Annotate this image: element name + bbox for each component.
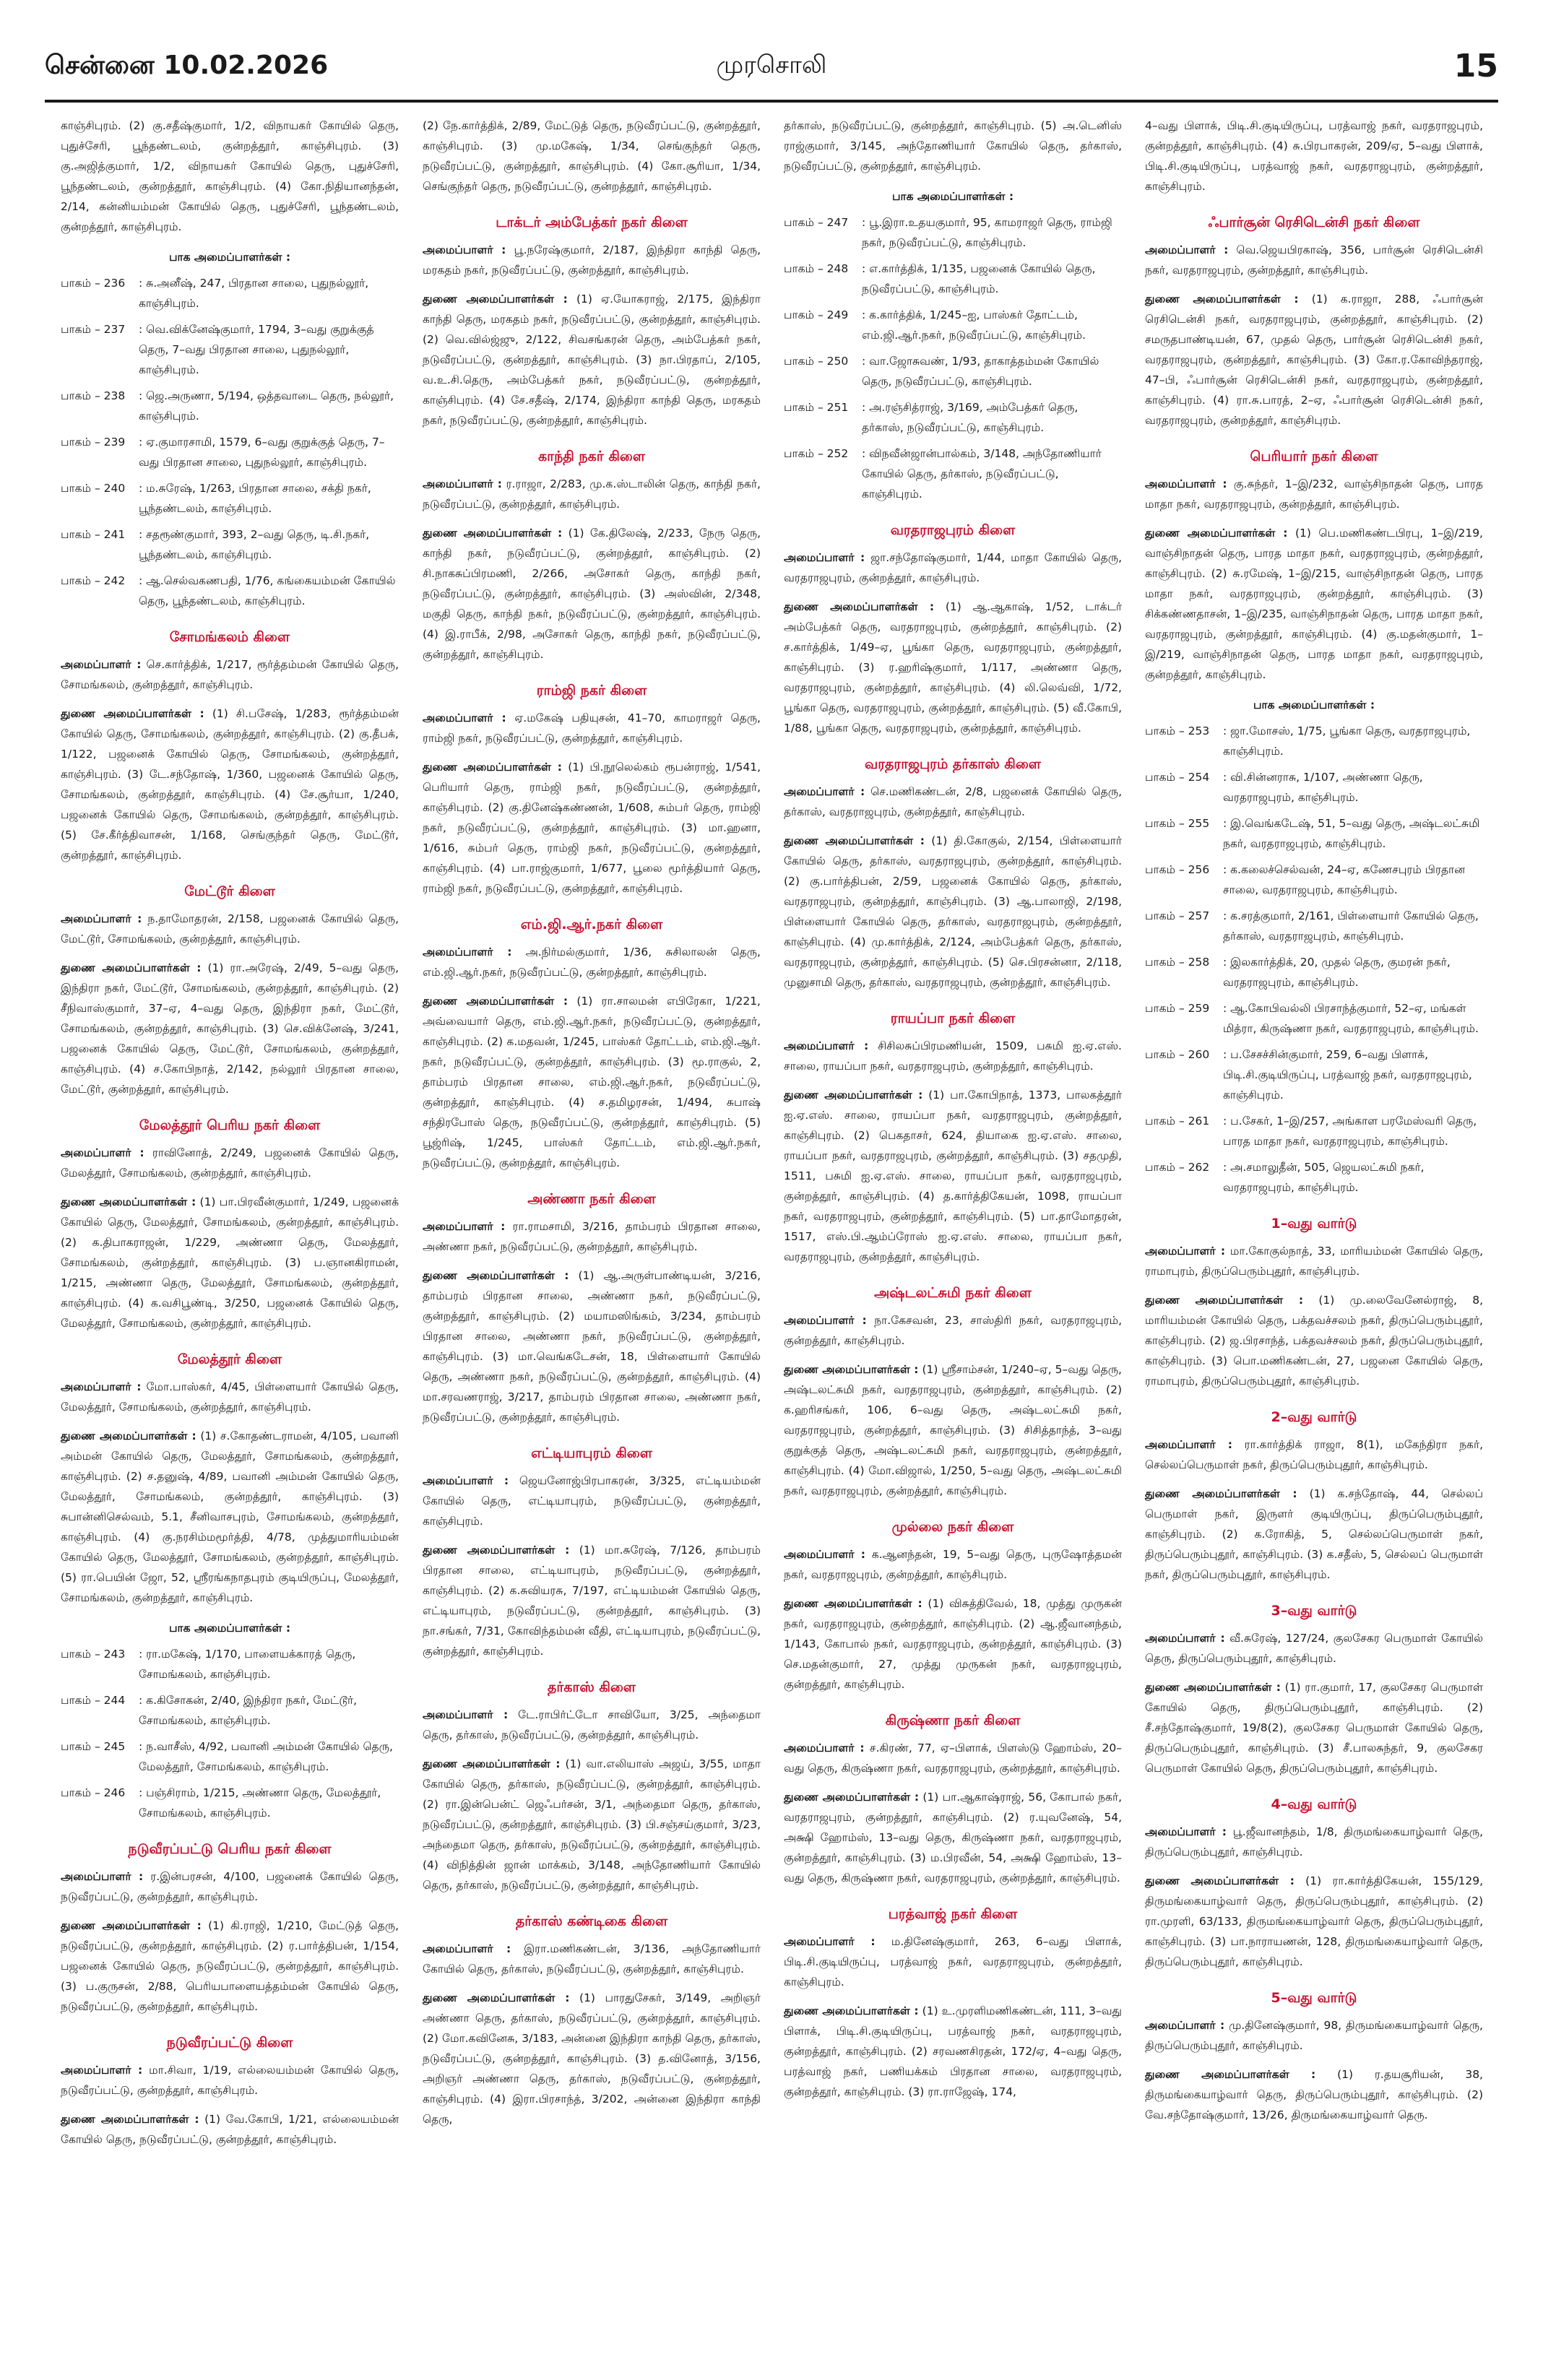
booth-number: பாகம் – 251: [784, 401, 849, 414]
role-label: துணை அமைப்பாளர்கள் :: [423, 995, 569, 1008]
role-label: துணை அமைப்பாளர்கள் :: [423, 293, 568, 306]
appointment-paragraph: [61, 1426, 399, 1608]
booth-organiser: : ப.சேசச்சின்குமார், 259, 6–வது பிளாக், பிடி.சி.குடியிருப்பு, பரத்வாஜ் நகர், வரதராஜபுரம், காஞ்சிபுரம்.: [1223, 1048, 1472, 1102]
polling-booth-entry: [1145, 767, 1483, 808]
appointment-paragraph: [423, 1939, 761, 1979]
appointment-text: (1) மா.சுரேஷ், 7/126, தாம்பரம் பிரதான சாலை, எட்டியாபுரம், நடுவீரப்பட்டு, குன்றத்தூர், காஞ்சிபுரம். (2) க.சுவியரசு, 7/197, எட்டியம்மன் கோயில் தெரு, எட்டியாபுரம், நடுவீரப்பட்டு, குன்றத்தூர், காஞ்சிபுரம். (3) நா.சங்கர், 7/31, கோவிந்தம்மன் வீதி, எட்டியாபுரம், நடுவீரப்பட்டு, குன்றத்தூர், காஞ்சிபுரம்.: [423, 1544, 761, 1658]
branch-heading: டாக்டர் அம்பேத்கர் நகர் கிளை: [496, 215, 688, 230]
branch-heading: ராம்ஜி நகர் கிளை: [536, 683, 647, 698]
branch-heading: 2–வது வார்டு: [1271, 1409, 1357, 1425]
appointment-text: (1) க.சந்தோஷ், 44, செல்லப் பெருமாள் நகர், இருளர் குடியிருப்பு, திருப்பெரும்புதூர், காஞ்சிபுரம். (2) க.ரோகித், 5, செல்லப்பெருமாள் நகர், திருப்பெரும்புதூர், காஞ்சிபுரம். (3) க.சதீஸ், 5, செல்லப் பெருமாள் நகர், திருப்பெரும்புதூர், காஞ்சிபுரம்.: [1145, 1487, 1483, 1581]
appointment-paragraph: [784, 1085, 1122, 1267]
section-subheading: பாக அமைப்பாளர்கள் :: [168, 1622, 291, 1635]
role-label: துணை அமைப்பாளர்கள் :: [61, 1195, 196, 1208]
appointment-text: டே.ராபிர்ட்டோ சாவியோ, 3/25, அந்தைமா தெரு, தர்காஸ், நடுவீரப்பட்டு, குன்றத்தூர், காஞ்சிபுரம்.: [423, 1708, 761, 1741]
appointment-text: ச.கிரண், 77, ஏ–பிளாக், பிளஸ்டு ஹோம்ஸ், 20–வது தெரு, கிருஷ்ணா நகர், வரதராஜபுரம், குன்றத்தூர், காஞ்சிபுரம்.: [784, 1741, 1122, 1775]
branch-heading: எம்.ஜி.ஆர்.நகர் கிளை: [520, 917, 663, 932]
appointment-paragraph: [61, 1916, 399, 2017]
branch-heading: அஷ்டலட்சுமி நகர் கிளை: [874, 1285, 1032, 1301]
appointment-text: செ.மணிகண்டன், 2/8, பஜனைக் கோயில் தெரு, தர்காஸ், வரதராஜபுரம், குன்றத்தூர், காஞ்சிபுரம்.: [784, 785, 1122, 818]
polling-booth-entry: [1145, 813, 1483, 854]
appointment-paragraph: [423, 1988, 761, 2129]
branch-heading: எட்டியாபுரம் கிளை: [531, 1445, 652, 1461]
booth-organiser: : ஏ.குமாரசாமி, 1579, 6–வது குறுக்குத் தெரு, 7–வது பிரதான சாலை, புதுநல்லூர், காஞ்சிபுரம்.: [139, 436, 385, 469]
appointment-text: (2) நே.கார்த்திக், 2/89, மேட்டுத் தெரு, நடுவீரப்பட்டு, குன்றத்தூர், காஞ்சிபுரம். (3) மு.மகேஷ், 1/34, செங்குந்தர் தெரு, நடுவீரப்பட்டு, குன்றத்தூர், காஞ்சிபுரம். (4) கோ.சூரியா, 1/34, செங்குந்தர் தெரு, நடுவீரப்பட்டு, குன்றத்தூர், காஞ்சிபுரம்.: [423, 119, 761, 193]
role-label: அமைப்பாளர் :: [423, 1708, 509, 1721]
booth-number: பாகம் – 256: [1145, 863, 1210, 876]
booth-organiser: : வி.சின்னராசு, 1/107, அண்ணா தெரு, வரதராஜபுரம், காஞ்சிபுரம்.: [1223, 771, 1423, 804]
branch-heading: வரதராஜபுரம் கிளை: [890, 522, 1016, 538]
booth-number: பாகம் – 239: [61, 436, 126, 449]
booth-number: பாகம் – 249: [784, 308, 849, 321]
page-header: [45, 48, 1498, 95]
appointment-paragraph: [61, 2109, 399, 2150]
booth-number: பாகம் – 262: [1145, 1161, 1210, 1174]
appointment-text: (1) மு.லைவேனேல்ராஜ், 8, மாரியம்மன் கோயில் தெரு, பக்தவச்சலம் நகர், திருப்பெரும்புதூர், காஞ்சிபுரம். (2) ஜ.பிரசாந்த், பக்தவச்சலம் நகர், திருப்பெரும்புதூர், காஞ்சிபுரம். (3) பொ.மணிகண்டன், 27, பஜனை கோயில் தெரு, ராமாபுரம், திருப்பெரும்புதூர், காஞ்சிபுரம்.: [1145, 1294, 1483, 1388]
role-label: துணை அமைப்பாளர்கள் :: [784, 1363, 919, 1376]
booth-organiser: : அ.ரஞ்சித்ராஜ், 3/169, அம்பேத்கர் தெரு, தர்காஸ், நடுவீரப்பட்டு, காஞ்சிபுரம்.: [862, 401, 1079, 434]
booth-number: பாகம் – 246: [61, 1786, 126, 1799]
appointment-paragraph: [61, 1192, 399, 1333]
branch-heading: சோமங்கலம் கிளை: [169, 629, 290, 645]
appointment-text: 4–வது பிளாக், பிடி.சி.குடியிருப்பு, பரத்வாஜ் நகர், வரதராஜபுரம், குன்றத்தூர், காஞ்சிபுரம். (4) சு.பிரபாகரன், 209/ஏ, 5–வது பிளாக், பிடி.சி.குடியிருப்பு, பரத்வாஜ் நகர், வரதராஜபுரம், குன்றத்தூர், காஞ்சிபுரம்.: [1145, 119, 1483, 193]
appointment-paragraph: [423, 289, 761, 430]
column-3: [784, 116, 1122, 2111]
role-label: அமைப்பாளர் :: [61, 2064, 143, 2077]
appointment-paragraph: [423, 116, 761, 196]
booth-organiser: : ந.வாசீஸ், 4/92, பவானி அம்மன் கோயில் தெரு, மேலத்தூர், சோமங்கலம், காஞ்சிபுரம்.: [139, 1740, 393, 1773]
appointment-paragraph: [1145, 1290, 1483, 1391]
appointment-paragraph: [423, 991, 761, 1173]
role-label: துணை அமைப்பாளர்கள் :: [1145, 1681, 1281, 1694]
appointment-text: சிசிலசுப்பிரமணியன், 1509, பசுமி ஐ.ஏ.எஸ். சாலை, ராயப்பா நகர், வரதராஜபுரம், குன்றத்தூர், காஞ்சிபுரம்.: [784, 1039, 1122, 1073]
role-label: துணை அமைப்பாளர்கள் :: [61, 707, 204, 720]
appointment-paragraph: [784, 1787, 1122, 1888]
appointment-paragraph: [61, 654, 399, 695]
appointment-paragraph: [784, 548, 1122, 588]
role-label: அமைப்பாளர் :: [423, 1220, 506, 1233]
appointment-text: வீ.சுரேஷ், 127/24, குலசேகர பெருமாள் கோயில் தெரு, திருப்பெரும்புதூர், காஞ்சிபுரம்.: [1145, 1632, 1483, 1665]
appointment-paragraph: [1145, 1484, 1483, 1585]
header-rule: [45, 100, 1498, 103]
appointment-text: (1) வே.கோபி, 1/21, எல்லையம்மன் கோயில் தெரு, நடுவீரப்பட்டு, குன்றத்தூர், காஞ்சிபுரம்.: [61, 2113, 399, 2146]
appointment-paragraph: [423, 1471, 761, 1531]
newspaper-name: முரசொலி: [716, 51, 827, 79]
role-label: துணை அமைப்பாளர்கள் :: [61, 1429, 196, 1442]
appointment-paragraph: [1145, 240, 1483, 280]
appointment-text: (1) ஆ.அருள்பாண்டியன், 3/216, தாம்பரம் பிரதான சாலை, அண்ணா நகர், நடுவீரப்பட்டு, குன்றத்தூர், காஞ்சிபுரம். (2) மயாமஸிங்கம், 3/234, தாம்பரம் பிரதான சாலை, அண்ணா நகர், நடுவீரப்பட்டு, குன்றத்தூர், காஞ்சிபுரம். (3) மா.வெங்கடேசன், 18, பிள்ளையார் கோயில் தெரு, அண்ணா நகர், நடுவீரப்பட்டு, குன்றத்தூர், காஞ்சிபுரம். (4) மா.சரவணராஜ், 3/217, தாம்பரம் பிரதான சாலை, அண்ணா நகர், நடுவீரப்பட்டு, குன்றத்தூர், காஞ்சிபுரம்.: [423, 1269, 761, 1424]
role-label: துணை அமைப்பாளர்கள் :: [423, 527, 563, 540]
role-label: அமைப்பாளர் :: [1145, 1632, 1225, 1645]
polling-booth-entry: [1145, 721, 1483, 761]
appointment-paragraph: [784, 1738, 1122, 1778]
page-number: 15: [1453, 48, 1498, 85]
appointment-paragraph: [1145, 1435, 1483, 1475]
appointment-text: மா.சிவா, 1/19, எல்லையம்மன் கோயில் தெரு, நடுவீரப்பட்டு, குன்றத்தூர், காஞ்சிபுரம்.: [61, 2064, 399, 2097]
booth-organiser: : க.கார்த்திக், 1/245–ஐ, பாஸ்கர் தோட்டம், எம்.ஜி.ஆர்.நகர், நடுவீரப்பட்டு, காஞ்சிபுரம்.: [862, 308, 1086, 342]
booth-number: பாகம் – 241: [61, 528, 126, 541]
polling-booth-entry: [784, 351, 1122, 391]
polling-booth-entry: [61, 478, 399, 519]
appointment-paragraph: [1145, 1822, 1483, 1862]
booth-organiser: : க.கிசோகன், 2/40, இந்திரா நகர், மேட்டூர், சோமங்கலம், காஞ்சிபுரம்.: [139, 1694, 358, 1727]
role-label: அமைப்பாளர் :: [423, 243, 506, 256]
branch-heading: 4–வது வார்டு: [1271, 1796, 1357, 1812]
appointment-text: மு.தினேஷ்குமார், 98, திருமங்கையாழ்வார் தெரு, திருப்பெரும்புதூர், காஞ்சிபுரம்.: [1145, 2019, 1483, 2052]
appointment-text: நா.கேசவன், 23, சாஸ்திரி நகர், வரதராஜபுரம், குன்றத்தூர், காஞ்சிபுரம்.: [784, 1314, 1122, 1347]
polling-booth-entry: [61, 1644, 399, 1684]
role-label: துணை அமைப்பாளர்கள் :: [423, 1757, 561, 1770]
branch-heading: பெரியார் நகர் கிளை: [1250, 449, 1378, 464]
appointment-paragraph: [423, 942, 761, 982]
role-label: துணை அமைப்பாளர்கள் :: [423, 761, 562, 774]
branch-heading: ராயப்பா நகர் கிளை: [890, 1011, 1016, 1026]
booth-number: பாகம் – 242: [61, 574, 126, 587]
booth-organiser: : அ.சமாலுதீன், 505, ஜெயலட்சுமி நகர், வரதராஜபுரம், காஞ்சிபுரம்.: [1223, 1161, 1425, 1194]
appointment-text: க.ஆனந்தன், 19, 5–வது தெரு, புருஷோத்தமன் நகர், வரதராஜபுரம், குன்றத்தூர், காஞ்சிபுரம்.: [784, 1548, 1122, 1581]
booth-number: பாகம் – 248: [784, 262, 849, 275]
appointment-text: (1) ரா.அரேஷ், 2/49, 5–வது தெரு, இந்திரா நகர், மேட்டூர், சோமங்கலம், குன்றத்தூர், காஞ்சிபுரம். (2) சீநிவாஸ்குமார், 37–ஏ, 4–வது தெரு, இந்திரா நகர், மேட்டூர், சோமங்கலம், குன்றத்தூர், காஞ்சிபுரம். (3) செ.விக்னேஷ், 3/241, பஜனைக் கோயில் தெரு, மேட்டூர், சோமங்கலம், குன்றத்தூர், காஞ்சிபுரம். (4) ச.கோபிநாத், 2/142, நல்லூர் பிரதான சாலை, மேட்டூர், குன்றத்தூர், காஞ்சிபுரம்.: [61, 961, 399, 1096]
booth-number: பாகம் – 240: [61, 482, 126, 495]
branch-heading: முல்லை நகர் கிளை: [891, 1519, 1014, 1535]
role-label: அமைப்பாளர் :: [1145, 477, 1227, 490]
appointment-text: பூ.ஜீவானந்தம், 1/8, திருமங்கையாழ்வார் தெரு, திருப்பெரும்புதூர், காஞ்சிபுரம்.: [1145, 1825, 1483, 1858]
role-label: அமைப்பாளர் :: [423, 1474, 509, 1487]
role-label: அமைப்பாளர் :: [784, 1039, 869, 1052]
role-label: அமைப்பாளர் :: [1145, 2019, 1225, 2032]
booth-number: பாகம் – 253: [1145, 724, 1210, 737]
appointment-paragraph: [1145, 1871, 1483, 1972]
appointment-paragraph: [784, 1593, 1122, 1695]
role-label: அமைப்பாளர் :: [61, 1146, 144, 1159]
polling-booth-entry: [784, 259, 1122, 299]
appointment-paragraph: [784, 1359, 1122, 1501]
appointment-text: ர.ராஜா, 2/283, மு.க.ஸ்டாலின் தெரு, காந்தி நகர், நடுவீரப்பட்டு, குன்றத்தூர், காஞ்சிபுரம்.: [423, 477, 761, 511]
role-label: துணை அமைப்பாளர்கள் :: [1145, 1874, 1295, 1887]
appointment-paragraph: [423, 1540, 761, 1661]
polling-booth-entry: [61, 1690, 399, 1731]
appointment-text: (1) ரா.சாலமன் எபிரேகா, 1/221, அவ்வையார் தெரு, எம்.ஜி.ஆர்.நகர், நடுவீரப்பட்டு, குன்றத்தூர், காஞ்சிபுரம். (2) க.மதவன், 1/245, பாஸ்கர் தோட்டம், எம்.ஜி.ஆர். நகர், நடுவீரப்பட்டு, குன்றத்தூர், காஞ்சிபுரம். (3) மூ.ராகுல், 2, தாம்பரம் பிரதான சாலை, எம்.ஜி.ஆர்.நகர், நடுவீரப்பட்டு, குன்றத்தூர், காஞ்சிபுரம். (4) ச.தமிழரசன், 1/494, சுபாஷ் சந்திரபோஸ் தெரு, நடுவீரப்பட்டு, குன்றத்தூர், காஞ்சிபுரம். (5) பூஜ்ரிஷ், 1/245, பாஸ்கர் தோட்டம், எம்.ஜி.ஆர்.நகர், நடுவீரப்பட்டு, குன்றத்தூர், காஞ்சிபுரம்.: [423, 995, 761, 1169]
appointment-paragraph: [1145, 1628, 1483, 1669]
role-label: அமைப்பாளர் :: [784, 1741, 865, 1754]
role-label: அமைப்பாளர் :: [61, 1870, 144, 1883]
booth-organiser: : ரா.மகேஷ், 1/170, பாளையக்காரத் தெரு, சோமங்கலம், காஞ்சிபுரம்.: [139, 1648, 356, 1681]
appointment-paragraph: [61, 909, 399, 949]
polling-booth-entry: [1145, 1111, 1483, 1151]
role-label: துணை அமைப்பாளர்கள் :: [784, 600, 935, 613]
booth-number: பாகம் – 247: [784, 216, 849, 229]
branch-heading: மேட்டூர் கிளை: [184, 883, 275, 899]
branch-heading: காந்தி நகர் கிளை: [537, 449, 646, 464]
branch-heading: நடுவீரப்பட்டு பெரிய நகர் கிளை: [128, 1841, 332, 1857]
appointment-text: (1) பி.நூலெல்கம் ரூபன்ராஜ், 1/541, பெரியார் தெரு, ராம்ஜி நகர், நடுவீரப்பட்டு, குன்றத்தூர், காஞ்சிபுரம். (2) கு.தினேஷ்கண்ணன், 1/608, சும்பர் தெரு, ராம்ஜி நகர், நடுவீரப்பட்டு, குன்றத்தூர், காஞ்சிபுரம். (3) மா.ஹனா, 1/616, சும்பர் தெரு, ராம்ஜி நகர், நடுவீரப்பட்டு, குன்றத்தூர், காஞ்சிபுரம். (4) பா.ராஜ்குமார், 1/677, பூலை மூர்த்தியார் தெரு, ராம்ஜி நகர், நடுவீரப்பட்டு, குன்றத்தூர், காஞ்சிபுரம்.: [423, 761, 761, 895]
appointment-text: கு.சுந்தர், 1–இ/232, வாஞ்சிநாதன் தெரு, பாரத மாதா நகர், வரதராஜபுரம், குன்றத்தூர், காஞ்சிபுரம்.: [1145, 477, 1483, 511]
appointment-paragraph: [784, 831, 1122, 992]
appointment-paragraph: [61, 2060, 399, 2100]
appointment-text: தர்காஸ், நடுவீரப்பட்டு, குன்றத்தூர், காஞ்சிபுரம். (5) அ.டெனிஸ் ராஜ்குமார், 3/145, அந்தோணியார் கோயில் தெரு, தர்காஸ், நடுவீரப்பட்டு, குன்றத்தூர், காஞ்சிபுரம்.: [784, 119, 1122, 173]
booth-number: பாகம் – 257: [1145, 909, 1210, 922]
polling-booth-entry: [61, 571, 399, 611]
appointment-paragraph: [1145, 116, 1483, 196]
role-label: துணை அமைப்பாளர்கள் :: [423, 1269, 569, 1282]
booth-organiser: : சதரூண்குமார், 393, 2–வது தெரு, டி.சி.நகர், பூந்தண்டலம், காஞ்சிபுரம்.: [139, 528, 370, 561]
role-label: துணை அமைப்பாளர்கள் :: [423, 1544, 570, 1557]
appointment-text: மோ.பாஸ்கர், 4/45, பிள்ளையார் கோயில் தெரு, மேலத்தூர், சோமங்கலம், குன்றத்தூர், காஞ்சிபுரம்.: [61, 1380, 399, 1414]
booth-number: பாகம் – 258: [1145, 956, 1210, 969]
role-label: துணை அமைப்பாளர்கள் :: [423, 1991, 570, 2004]
booth-organiser: : எ.கார்த்திக், 1/135, பஜனைக் கோயில் தெரு, நடுவீரப்பட்டு, காஞ்சிபுரம்.: [862, 262, 1096, 295]
branch-heading: வரதராஜபுரம் தர்காஸ் கிளை: [865, 756, 1041, 772]
polling-booth-entry: [1145, 906, 1483, 946]
section-subheading: பாக அமைப்பாளர்கள் :: [891, 190, 1014, 203]
role-label: துணை அமைப்பாளர்கள் :: [784, 1597, 922, 1610]
role-label: துணை அமைப்பாளர்கள் :: [61, 961, 202, 974]
appointment-paragraph: [784, 2001, 1122, 2102]
role-label: அமைப்பாளர் :: [423, 945, 512, 959]
booth-number: பாகம் – 252: [784, 447, 849, 460]
appointment-text: ராவினோத், 2/249, பஜனைக் கோயில் தெரு, மேலத்தூர், சோமங்கலம், குன்றத்தூர், காஞ்சிபுரம்.: [61, 1146, 399, 1180]
appointment-text: (1) பாரதுசேகர், 3/149, அறிஞர் அண்ணா தெரு, தர்காஸ், நடுவீரப்பட்டு, குன்றத்தூர், காஞ்சிபுரம். (2) மோ.கவினேசு, 3/183, அன்னை இந்திரா காந்தி தெரு, தர்காஸ், நடுவீரப்பட்டு, குன்றத்தூர், காஞ்சிபுரம். (3) த.வினோத், 3/156, அறிஞர் அண்ணா தெரு, தர்காஸ், நடுவீரப்பட்டு, குன்றத்தூர், காஞ்சிபுரம். (4) இரா.பிரசாந்த், 3/202, அன்னை இந்திரா காந்தி தெரு,: [423, 1991, 761, 2126]
polling-booth-entry: [1145, 1044, 1483, 1105]
role-label: துணை அமைப்பாளர்கள் :: [61, 1919, 202, 1932]
branch-heading: நடுவீரப்பட்டு கிளை: [166, 2035, 293, 2051]
role-label: அமைப்பாளர் :: [784, 1935, 876, 1948]
polling-booth-entry: [1145, 1157, 1483, 1198]
appointment-text: (1) சி.பசேஷ், 1/283, ரூர்த்தம்மன் கோயில் தெரு, சோமங்கலம், குன்றத்தூர், காஞ்சிபுரம். (2) கு.தீபக், 1/122, பஜனைக் கோயில் தெரு, சோமங்கலம், குன்றத்தூர், காஞ்சிபுரம். (3) டே.சந்தோஷ், 1/360, பஜனைக் கோயில் தெரு, சோமங்கலம், குன்றத்தூர், காஞ்சிபுரம். (4) சே.சூர்யா, 1/240, பஜனைக் கோயில் தெரு, சோமங்கலம், குன்றத்தூர், காஞ்சிபுரம். (5) சே.கீர்த்திவாசன், 1/168, செங்குந்தர் தெரு, மேட்டூர், குன்றத்தூர், காஞ்சிபுரம்.: [61, 707, 399, 862]
branch-heading: ஃபார்சூன் ரெசிடென்சி நகர் கிளை: [1208, 215, 1420, 230]
appointment-text: ம.தினேஷ்குமார், 263, 6–வது பிளாக், பிடி.சி.குடியிருப்பு, பரத்வாஜ் நகர், வரதராஜபுரம், குன்றத்தூர், காஞ்சிபுரம்.: [784, 1935, 1122, 1989]
branch-heading: 5–வது வார்டு: [1271, 1990, 1357, 2006]
appointment-text: பூ.நரேஷ்குமார், 2/187, இந்திரா காந்தி தெரு, மரகதம் நகர், நடுவீரப்பட்டு, குன்றத்தூர், காஞ்சிபுரம்.: [423, 243, 761, 277]
appointment-paragraph: [1145, 1677, 1483, 1778]
booth-organiser: : ஜெ.அருணா, 5/194, ஒத்தவாடை தெரு, நல்லூர், காஞ்சிபுரம்.: [139, 389, 394, 423]
booth-organiser: : ஆ.செல்வகணபதி, 1/76, கங்கையம்மன் கோயில் தெரு, பூந்தண்டலம், காஞ்சிபுரம்.: [139, 574, 396, 607]
appointment-text: ந.தாமோதரன், 2/158, பஜனைக் கோயில் தெரு, மேட்டூர், சோமங்கலம், குன்றத்தூர், காஞ்சிபுரம்.: [61, 912, 399, 945]
dateline: சென்னை 10.02.2026: [45, 51, 329, 80]
appointment-text: (1) ஆ.ஆகாஷ், 1/52, டாக்டர் அம்பேத்கர் தெரு, வரதராஜபுரம், குன்றத்தூர், காஞ்சிபுரம். (2) ச.கார்த்திக், 1/49–ஏ, பூங்கா தெரு, வரதராஜபுரம், குன்றத்தூர், காஞ்சிபுரம். (3) ர.ஹரிஷ்குமார், 1/117, அண்ணா தெரு, வரதராஜபுரம், குன்றத்தூர், காஞ்சிபுரம். (4) லி.லெவ்வி, 1/72, பூங்கா தெரு, வரதராஜபுரம், குன்றத்தூர், காஞ்சிபுரம். (5) வீ.கோபி, 1/88, பூங்கா தெரு, வரதராஜபுரம், குன்றத்தூர், காஞ்சிபுரம்.: [784, 600, 1123, 735]
appointment-paragraph: [423, 1754, 761, 1895]
appointment-text: (1) ரா.குமார், 17, குலசேகர பெருமாள் கோயில் தெரு, திருப்பெரும்புதூர், காஞ்சிபுரம். (2) சீ.சந்தோஷ்குமார், 19/8(2), குலசேகர பெருமாள் கோயில் தெரு, திருப்பெரும்புதூர், காஞ்சிபுரம். (3) சீ.பாலசுந்தர், 9, குலசேகர பெருமாள் கோயில் தெரு, திருப்பெரும்புதூர், காஞ்சிபுரம்.: [1145, 1681, 1483, 1775]
booth-number: பாகம் – 250: [784, 355, 849, 368]
appointment-text: (1) கி.ராஜி, 1/210, மேட்டுத் தெரு, நடுவீரப்பட்டு, குன்றத்தூர், காஞ்சிபுரம். (2) ர.பார்த்திபன், 1/154, பஜனைக் கோயில் தெரு, நடுவீரப்பட்டு, குன்றத்தூர், காஞ்சிபுரம். (3) ப.குருசன், 2/88, பெரியபாளையத்தம்மன் கோயில் தெரு, நடுவீரப்பட்டு, குன்றத்தூர், காஞ்சிபுரம்.: [61, 1919, 399, 2013]
role-label: துணை அமைப்பாளர்கள் :: [1145, 1294, 1304, 1307]
appointment-paragraph: [61, 1377, 399, 1417]
appointment-text: வெ.ஜெயபிரகாஷ், 356, பார்சூன் ரெசிடென்சி நகர், வரதராஜபுரம், குன்றத்தூர், காஞ்சிபுரம்.: [1145, 243, 1483, 277]
polling-booth-entry: [61, 1783, 399, 1823]
role-label: துணை அமைப்பாளர்கள் :: [1145, 2068, 1316, 2081]
appointment-text: செ.கார்த்திக், 1/217, ரூர்த்தம்மன் கோயில் தெரு, சோமங்கலம், குன்றத்தூர், காஞ்சிபுரம்.: [61, 658, 399, 691]
polling-booth-entry: [61, 1736, 399, 1777]
appointment-paragraph: [423, 240, 761, 280]
appointment-text: ரா.கார்த்திக் ராஜா, 8(1), மகேந்திரா நகர், செல்லப்பெருமாள் நகர், திருப்பெரும்புதூர், காஞ்சிபுரம்.: [1145, 1438, 1483, 1471]
appointment-paragraph: [61, 958, 399, 1099]
appointment-paragraph: [61, 116, 399, 237]
branch-heading: 3–வது வார்டு: [1271, 1603, 1357, 1619]
column-4: [1145, 116, 1483, 2134]
appointment-text: அ.நிர்மல்குமார், 1/36, சுசிலாலன் தெரு, எம்.ஜி.ஆர்.நகர், நடுவீரப்பட்டு, குன்றத்தூர், காஞ்சிபுரம்.: [423, 945, 761, 979]
appointment-paragraph: [1145, 2015, 1483, 2056]
appointment-paragraph: [423, 1705, 761, 1745]
appointment-paragraph: [61, 1866, 399, 1907]
appointment-paragraph: [423, 523, 761, 665]
branch-heading: மேலத்தூர் கிளை: [177, 1351, 282, 1367]
appointment-text: ஜெயனோஜ்பிரபாகரன், 3/325, எட்டியம்மன் கோயில் தெரு, எட்டியாபுரம், நடுவீரப்பட்டு, குன்றத்தூர், காஞ்சிபுரம்.: [423, 1474, 761, 1528]
branch-heading: அண்ணா நகர் கிளை: [527, 1191, 656, 1207]
appointment-paragraph: [423, 1216, 761, 1257]
appointment-paragraph: [1145, 289, 1483, 430]
appointment-text: (1) வா.எலியாஸ் அஜய், 3/55, மாதா கோயில் தெரு, தர்காஸ், நடுவீரப்பட்டு, குன்றத்தூர், காஞ்சிபுரம். (2) ரா.இன்பென்ட் ஜெஃபர்சன், 3/1, அந்தைமா தெரு, தர்காஸ், நடுவீரப்பட்டு, குன்றத்தூர், காஞ்சிபுரம். (3) பி.சஞ்சய்குமார், 3/23, அந்தைமா தெரு, தர்காஸ், நடுவீரப்பட்டு, குன்றத்தூர், காஞ்சிபுரம். (4) விநித்தின் ஜான் மாக்கம், 3/148, அந்தோணியார் கோயில் தெரு, தர்காஸ், நடுவீரப்பட்டு, குன்றத்தூர், காஞ்சிபுரம்.: [423, 1757, 761, 1892]
role-label: அமைப்பாளர் :: [1145, 243, 1229, 256]
appointment-paragraph: [423, 757, 761, 899]
role-label: துணை அமைப்பாளர்கள் :: [784, 2004, 919, 2017]
booth-organiser: : க.சரத்குமார், 2/161, பிள்ளையார் கோயில் தெரு, தர்காஸ், வரதராஜபுரம், காஞ்சிபுரம்.: [1223, 909, 1479, 943]
section-subheading: பாக அமைப்பாளர்கள் :: [168, 251, 291, 264]
appointment-text: (1) ஏ.யோகராஜ், 2/175, இந்திரா காந்தி தெரு, மரகதம் நகர், நடுவீரப்பட்டு, குன்றத்தூர், காஞ்சிபுரம். (2) வெ.வில்ஜ்ஜு, 2/122, சிவசங்கரன் தெரு, அம்பேத்கர் நகர், நடுவீரப்பட்டு, குன்றத்தூர், காஞ்சிபுரம். (3) நா.பிரதாப், 2/105, வ.உ.சி.தெரு, அம்பேத்கர் நகர், நடுவீரப்பட்டு, குன்றத்தூர், காஞ்சிபுரம். (4) சே.சதீஷ், 2/174, இந்திரா காந்தி தெரு, மரகதம் நகர், நடுவீரப்பட்டு, குன்றத்தூர், காஞ்சிபுரம்.: [423, 293, 761, 427]
booth-organiser: : ஆ.கோபிவல்லி பிரசாந்த்குமார், 52–ஏ, மங்கள் மித்ரா, கிருஷ்ணா நகர், வரதராஜபுரம், காஞ்சிபுரம்.: [1223, 1002, 1479, 1035]
appointment-text: ஜா.சந்தோஷ்குமார், 1/44, மாதா கோயில் தெரு, வரதராஜபுரம், குன்றத்தூர், காஞ்சிபுரம்.: [784, 551, 1122, 584]
appointment-paragraph: [784, 1310, 1122, 1351]
booth-number: பாகம் – 238: [61, 389, 126, 402]
branch-heading: கிருஷ்ணா நகர் கிளை: [885, 1713, 1021, 1728]
appointment-paragraph: [1145, 2064, 1483, 2125]
booth-number: பாகம் – 261: [1145, 1115, 1210, 1128]
polling-booth-entry: [61, 524, 399, 565]
booth-number: பாகம் – 236: [61, 277, 126, 290]
appointment-text: மா.கோகுல்நாத், 33, மாரியம்மன் கோயில் தெரு, ராமாபுரம், திருப்பெரும்புதூர், காஞ்சிபுரம்.: [1145, 1245, 1483, 1278]
appointment-text: (1) கே.திலேஷ், 2/233, நேரு தெரு, காந்தி நகர், நடுவீரப்பட்டு, குன்றத்தூர், காஞ்சிபுரம். (2) சி.நாகசுப்பிரமணி, 2/266, அசோகர் தெரு, காந்தி நகர், நடுவீரப்பட்டு, குன்றத்தூர், காஞ்சிபுரம். (3) அஸ்வின், 2/348, மகுதி தெரு, காந்தி நகர், நடுவீரப்பட்டு, குன்றத்தூர், காஞ்சிபுரம். (4) இ.ராபீக், 2/98, அசோகர் தெரு, காந்தி நகர், நடுவீரப்பட்டு, குன்றத்தூர், காஞ்சிபுரம்.: [423, 527, 761, 661]
appointment-text: காஞ்சிபுரம். (2) கு.சதீஷ்குமார், 1/2, விநாயகர் கோயில் தெரு, புதுச்சேரி, பூந்தண்டலம், குன்றத்தூர், காஞ்சிபுரம். (3) கு.அஜித்குமார், 1/2, விநாயகர் கோயில் தெரு, புதுச்சேரி, பூந்தண்டலம், குன்றத்தூர், காஞ்சிபுரம். (4) கோ.நிதியானந்தன், 2/14, கன்னியம்மன் கோயில் தெரு, புதுச்சேரி, பூந்தண்டலம், குன்றத்தூர், காஞ்சிபுரம்.: [61, 119, 399, 233]
booth-organiser: : சு.அனீஷ், 247, பிரதான சாலை, புதுநல்லூர், காஞ்சிபுரம்.: [139, 277, 369, 310]
column-2: [423, 116, 761, 2138]
polling-booth-entry: [1145, 952, 1483, 992]
booth-organiser: : பஞ்சிராம், 1/215, அண்ணா தெரு, மேலத்தூர், சோமங்கலம், காஞ்சிபுரம்.: [139, 1786, 381, 1819]
appointment-text: (1) பா.பிரவீன்குமார், 1/249, பஜனைக் கோயில் தெரு, மேலத்தூர், சோமங்கலம், குன்றத்தூர், காஞ்சிபுரம். (2) க.திபாகராஜன், 1/229, அண்ணா தெரு, மேலத்தூர், சோமங்கலம், குன்றத்தூர், காஞ்சிபுரம். (3) ப.ஞானகிராமன், 1/215, அண்ணா தெரு, மேலத்தூர், சோமங்கலம், குன்றத்தூர், காஞ்சிபுரம். (4) க.வசிபூண்டி, 3/250, பஜனைக் கோயில் தெரு, மேலத்தூர், சோமங்கலம், குன்றத்தூர், காஞ்சிபுரம்.: [61, 1195, 399, 1330]
section-subheading: பாக அமைப்பாளர்கள் :: [1253, 698, 1375, 711]
booth-organiser: : இலகார்த்திக், 20, முதல் தெரு, குமரன் நகர், வரதராஜபுரம், காஞ்சிபுரம்.: [1223, 956, 1451, 989]
booth-organiser: : இ.வெங்கடேஷ், 51, 5–வது தெரு, அஷ்டலட்சுமி நகர், வரதராஜபுரம், காஞ்சிபுரம்.: [1223, 817, 1480, 850]
polling-booth-entry: [784, 443, 1122, 504]
appointment-paragraph: [784, 116, 1122, 176]
appointment-paragraph: [423, 708, 761, 748]
booth-organiser: : ஜா.மோசஸ், 1/75, பூங்கா தெரு, வரதராஜபுரம், காஞ்சிபுரம்.: [1223, 724, 1471, 758]
polling-booth-entry: [61, 386, 399, 426]
branch-heading: 1–வது வார்டு: [1271, 1216, 1357, 1232]
role-label: அமைப்பாளர் :: [61, 658, 142, 671]
appointment-paragraph: [1145, 523, 1483, 685]
appointment-text: (1) பா.கோபிநாத், 1373, பாலகத்தூர் ஐ.ஏ.எஸ். சாலை, ராயப்பா நகர், வரதராஜபுரம், குன்றத்தூர், காஞ்சிபுரம். (2) பெகதாசர், 624, தியாகை ஐ.ஏ.எஸ். சாலை, ராயப்பா நகர், வரதராஜபுரம், குன்றத்தூர், காஞ்சிபுரம். (3) சதமுதி, 1511, பசுமி ஐ.ஏ.எஸ். சாலை, ராயப்பா நகர், வரதராஜபுரம், குன்றத்தூர், காஞ்சிபுரம். (4) த.கார்த்திகேயன், 1098, ராயப்பா நகர், வரதராஜபுரம், குன்றத்தூர், காஞ்சிபுரம். (5) பா.தாமோதரன், 1517, எஸ்.பி.ஆம்ப்ரோஸ் ஐ.ஏ.எஸ். சாலை, ராயப்பா நகர், வரதராஜபுரம், குன்றத்தூர், காஞ்சிபுரம்.: [784, 1089, 1122, 1263]
appointment-paragraph: [61, 704, 399, 865]
appointment-text: (1) ரா.கார்த்திகேயன், 155/129, திருமங்கையாழ்வார் தெரு, திருப்பெரும்புதூர், காஞ்சிபுரம். (2) ரா.முரளி, 63/133, திருமங்கையாழ்வார் தெரு, திருப்பெரும்புதூர், காஞ்சிபுரம். (3) பா.நாராயணன், 128, திருமங்கையாழ்வார் தெரு, திருப்பெரும்புதூர், காஞ்சிபுரம்.: [1145, 1874, 1483, 1968]
appointment-text: இரா.மணிகண்டன், 3/136, அந்தோணியார் கோயில் தெரு, தர்காஸ், நடுவீரப்பட்டு, குன்றத்தூர், காஞ்சிபுரம்.: [423, 1942, 761, 1976]
polling-booth-entry: [1145, 998, 1483, 1039]
appointment-text: (1) ச.கோதண்டராமன், 4/105, பவானி அம்மன் கோயில் தெரு, மேலத்தூர், சோமங்கலம், குன்றத்தூர், காஞ்சிபுரம். (2) ச.தனுஷ், 4/89, பவானி அம்மன் கோயில் தெரு, மேலத்தூர், சோமங்கலம், குன்றத்தூர், காஞ்சிபுரம். (3) சுபான்னிசெல்வம், 5.1, சீனிவாசபுரம், சோமங்கலம், குன்றத்தூர், காஞ்சிபுரம். (4) கு.நரசிம்மமூர்த்தி, 4/78, முத்துமாரியம்மன் கோயில் தெரு, மேலத்தூர், சோமங்கலம், குன்றத்தூர், காஞ்சிபுரம். (5) ரா.பெயின் ஜோ, 52, ஸ்ரீரங்கநாதபுரம் குடியிருப்பு, மேலத்தூர், சோமங்கலம், குன்றத்தூர், காஞ்சிபுரம்.: [61, 1429, 399, 1604]
role-label: அமைப்பாளர் :: [61, 1380, 142, 1393]
appointment-text: (1) ர.தயசூரியன், 38, திருமங்கையாழ்வார் தெரு, திருப்பெரும்புதூர், காஞ்சிபுரம். (2) வே.சந்தோஷ்குமார், 13/26, திருமங்கையாழ்வார் தெரு.: [1145, 2068, 1483, 2121]
booth-number: பாகம் – 245: [61, 1740, 126, 1753]
role-label: அமைப்பாளர் :: [784, 1314, 867, 1327]
appointment-paragraph: [784, 597, 1122, 738]
role-label: அமைப்பாளர் :: [423, 477, 502, 490]
role-label: அமைப்பாளர் :: [784, 551, 865, 564]
polling-booth-entry: [784, 397, 1122, 438]
role-label: அமைப்பாளர் :: [423, 711, 506, 724]
appointment-paragraph: [784, 1544, 1122, 1585]
booth-organiser: : விநவீன்ஜான்பால்கம், 3/148, அந்தோணியார் கோயில் தெரு, தர்காஸ், நடுவீரப்பட்டு, காஞ்சிபுரம்.: [862, 447, 1102, 501]
booth-number: பாகம் – 237: [61, 323, 126, 336]
appointment-text: (1) தி.கோகுல், 2/154, பிள்ளையார் கோயில் தெரு, தர்காஸ், வரதராஜபுரம், குன்றத்தூர், காஞ்சிபுரம். (2) கு.பார்த்திபன், 2/59, பஜனைக் கோயில் தெரு, தர்காஸ், வரதராஜபுரம், குன்றத்தூர், காஞ்சிபுரம். (3) ஆ.பாலாஜி, 2/198, பிள்ளையார் கோயில் தெரு, தர்காஸ், வரதராஜபுரம், குன்றத்தூர், காஞ்சிபுரம். (4) மு.கார்த்திக், 2/124, அம்பேத்கர் தெரு, தர்காஸ், வரதராஜபுரம், குன்றத்தூர், காஞ்சிபுரம். (5) செ.பிரசன்னா, 2/118, முனுசாமி தெரு, தர்காஸ், வரதராஜபுரம், குன்றத்தூர், காஞ்சிபுரம்.: [784, 834, 1122, 989]
booth-number: பாகம் – 260: [1145, 1048, 1210, 1061]
appointment-text: ரா.ராமசாமி, 3/216, தாம்பரம் பிரதான சாலை, அண்ணா நகர், நடுவீரப்பட்டு, குன்றத்தூர், காஞ்சிபுரம்.: [423, 1220, 761, 1253]
booth-number: பாகம் – 259: [1145, 1002, 1210, 1015]
role-label: துணை அமைப்பாளர்கள் :: [61, 2113, 199, 2126]
role-label: துணை அமைப்பாளர்கள் :: [784, 1791, 920, 1804]
appointment-paragraph: [1145, 1241, 1483, 1281]
role-label: அமைப்பாளர் :: [1145, 1825, 1227, 1838]
appointment-text: (1) ஸ்ரீசாம்சன், 1/240–ஏ, 5–வது தெரு, அஷ்டலட்சுமி நகர், வரதராஜபுரம், குன்றத்தூர், காஞ்சிபுரம். (2) க.ஹரிசங்கர், 106, 6–வது தெரு, அஷ்டலட்சுமி நகர், வரதராஜபுரம், குன்றத்தூர், காஞ்சிபுரம். (3) சிசித்தாந்த், 3–வது குறுக்குத் தெரு, அஷ்டலட்சுமி நகர், வரதராஜபுரம், குன்றத்தூர், காஞ்சிபுரம். (4) மோ.விஜால், 1/250, 5–வது தெரு, அஷ்டலட்சுமி நகர், வரதராஜபுரம், குன்றத்தூர், காஞ்சிபுரம்.: [784, 1363, 1122, 1497]
appointment-paragraph: [1145, 474, 1483, 514]
booth-number: பாகம் – 243: [61, 1648, 126, 1661]
appointment-text: (1) விசுத்திவேல், 18, முத்து முருகன் நகர், வரதராஜபுரம், குன்றத்தூர், காஞ்சிபுரம். (2) ஆ.ஜீவானந்தம், 1/143, கோபால் நகர், வரதராஜபுரம், குன்றத்தூர், காஞ்சிபுரம். (3) செ.மதன்குமார், 27, முத்து முருகன் நகர், வரதராஜபுரம், குன்றத்தூர், காஞ்சிபுரம்.: [784, 1597, 1122, 1691]
appointment-paragraph: [423, 1265, 761, 1427]
role-label: அமைப்பாளர் :: [1145, 1438, 1232, 1451]
branch-heading: தர்காஸ் கிளை: [547, 1679, 636, 1695]
booth-organiser: : க.கலைச்செல்வன், 24–ஏ, கணேசபுரம் பிரதான சாலை, வரதராஜபுரம், காஞ்சிபுரம்.: [1223, 863, 1466, 896]
role-label: அமைப்பாளர் :: [784, 1548, 865, 1561]
branch-heading: பரத்வாஜ் நகர் கிளை: [888, 1906, 1018, 1922]
column-1: [61, 116, 399, 2158]
polling-booth-entry: [784, 212, 1122, 253]
role-label: துணை அமைப்பாளர்கள் :: [1145, 527, 1288, 540]
appointment-text: ஏ.மகேஷ் பதியுசன், 41–70, காமராஜர் தெரு, ராம்ஜி நகர், நடுவீரப்பட்டு, குன்றத்தூர், காஞ்சிபுரம்.: [423, 711, 761, 745]
polling-booth-entry: [61, 319, 399, 380]
role-label: அமைப்பாளர் :: [1145, 1245, 1226, 1258]
appointment-text: (1) பா.ஆகாஷ்ராஜ், 56, கோபால் நகர், வரதராஜபுரம், குன்றத்தூர், காஞ்சிபுரம். (2) ர.யுவனேஷ், 54, அக்ஷி ஹோம்ஸ், 13–வது தெரு, கிருஷ்ணா நகர், வரதராஜபுரம், குன்றத்தூர், காஞ்சிபுரம். (3) ம.பிரவீன், 54, அக்ஷி ஹோம்ஸ், 13–வது தெரு, கிருஷ்ணா நகர், வரதராஜபுரம், குன்றத்தூர், காஞ்சிபுரம்.: [784, 1791, 1122, 1884]
booth-organiser: : பூ.இரா.உதயகுமார், 95, காமராஜர் தெரு, ராம்ஜி நகர், நடுவீரப்பட்டு, காஞ்சிபுரம்.: [862, 216, 1112, 249]
role-label: அமைப்பாளர் :: [784, 785, 865, 798]
appointment-paragraph: [784, 1931, 1122, 1992]
polling-booth-entry: [1145, 860, 1483, 900]
booth-organiser: : ம.சுரேஷ், 1/263, பிரதான சாலை, சக்தி நகர், பூந்தண்டலம், காஞ்சிபுரம்.: [139, 482, 371, 515]
polling-booth-entry: [61, 432, 399, 472]
role-label: அமைப்பாளர் :: [61, 912, 142, 925]
appointment-text: ர.இன்பரசன், 4/100, பஜனைக் கோயில் தெரு, நடுவீரப்பட்டு, குன்றத்தூர், காஞ்சிபுரம்.: [61, 1870, 399, 1903]
role-label: துணை அமைப்பாளர்கள் :: [784, 834, 925, 847]
role-label: துணை அமைப்பாளர்கள் :: [1145, 1487, 1297, 1500]
booth-organiser: : வெ.விக்னேஷ்குமார், 1794, 3–வது குறுக்குத் தெரு, 7–வது பிரதான சாலை, புதுநல்லூர், காஞ்சிபுரம்.: [139, 323, 374, 376]
appointment-paragraph: [61, 1143, 399, 1183]
appointment-text: (1) உ.முரளிமணிகண்டன், 111, 3–வது பிளாக், பிடி.சி.குடியிருப்பு, பரத்வாஜ் நகர், வரதராஜபுரம், குன்றத்தூர், காஞ்சிபுரம். (2) சரவணசிரதன், 172/ஏ, 4–வது தெரு, பரத்வாஜ் நகர், பணியக்கம் பிரதான சாலை, வரதராஜபுரம், குன்றத்தூர், காஞ்சிபுரம். (3) ரா.ராஜேஷ், 174,: [784, 2004, 1122, 2098]
role-label: அமைப்பாளர் :: [423, 1942, 511, 1955]
role-label: துணை அமைப்பாளர்கள் :: [1145, 293, 1299, 306]
branch-heading: தர்காஸ் கண்டிகை கிளை: [515, 1913, 668, 1929]
polling-booth-entry: [61, 273, 399, 313]
role-label: துணை அமைப்பாளர்கள் :: [784, 1089, 923, 1102]
booth-number: பாகம் – 255: [1145, 817, 1210, 830]
appointment-text: (1) பெ.மணிகண்டபிரபு, 1–இ/219, வாஞ்சிநாதன் தெரு, பாரத மாதா நகர், வரதராஜபுரம், குன்றத்தூர், காஞ்சிபுரம். (2) சு.ரமேஷ், 1–இ/215, வாஞ்சிநாதன் தெரு, பாரத மாதா நகர், வரதராஜபுரம், குன்றத்தூர், காஞ்சிபுரம். (3) சிக்கண்ணதாசன், 1–இ/235, வாஞ்சிநாதன் தெரு, பாரத மாதா நகர், வரதராஜபுரம், குன்றத்தூர், காஞ்சிபுரம். (4) கு.மதன்குமார், 1–இ/219, வாஞ்சிநாதன் தெரு, பாரத மாதா நகர், வரதராஜபுரம், குன்றத்தூர், காஞ்சிபுரம்.: [1145, 527, 1483, 681]
appointment-paragraph: [784, 1036, 1122, 1076]
booth-number: பாகம் – 254: [1145, 771, 1210, 784]
appointment-text: (1) க.ராஜா, 288, ஃபார்சூன் ரெசிடென்சி நகர், வரதராஜபுரம், குன்றத்தூர், காஞ்சிபுரம். (2) சமருதபாண்டியன், 67, முதல் தெரு, பார்சூன் ரெசிடென்சி நகர், வரதராஜபுரம், குன்றத்தூர், காஞ்சிபுரம். (3) கோ.ர.கோவிந்தராஜ், 47–பி, ஃபார்சூன் ரெசிடென்சி நகர், வரதராஜபுரம், குன்றத்தூர், காஞ்சிபுரம். (4) ரா.சு.பாரத், 2–ஏ, ஃபார்சூன் ரெசிடென்சி நகர், வரதராஜபுரம், குன்றத்தூர், காஞ்சிபுரம்.: [1145, 293, 1483, 427]
booth-number: பாகம் – 244: [61, 1694, 126, 1707]
appointment-paragraph: [423, 474, 761, 514]
appointment-paragraph: [784, 782, 1122, 822]
polling-booth-entry: [784, 305, 1122, 345]
booth-organiser: : ப.சேகர், 1–இ/257, அங்காள பரமேஸ்வரி தெரு, பாரத மாதா நகர், வரதராஜபுரம், காஞ்சிபுரம்.: [1223, 1115, 1477, 1148]
branch-heading: மேலத்தூர் பெரிய நகர் கிளை: [139, 1117, 321, 1133]
booth-organiser: : வா.ஜோசுவண், 1/93, தாகாத்தம்மன் கோயில் தெரு, நடுவீரப்பட்டு, காஞ்சிபுரம்.: [862, 355, 1099, 388]
